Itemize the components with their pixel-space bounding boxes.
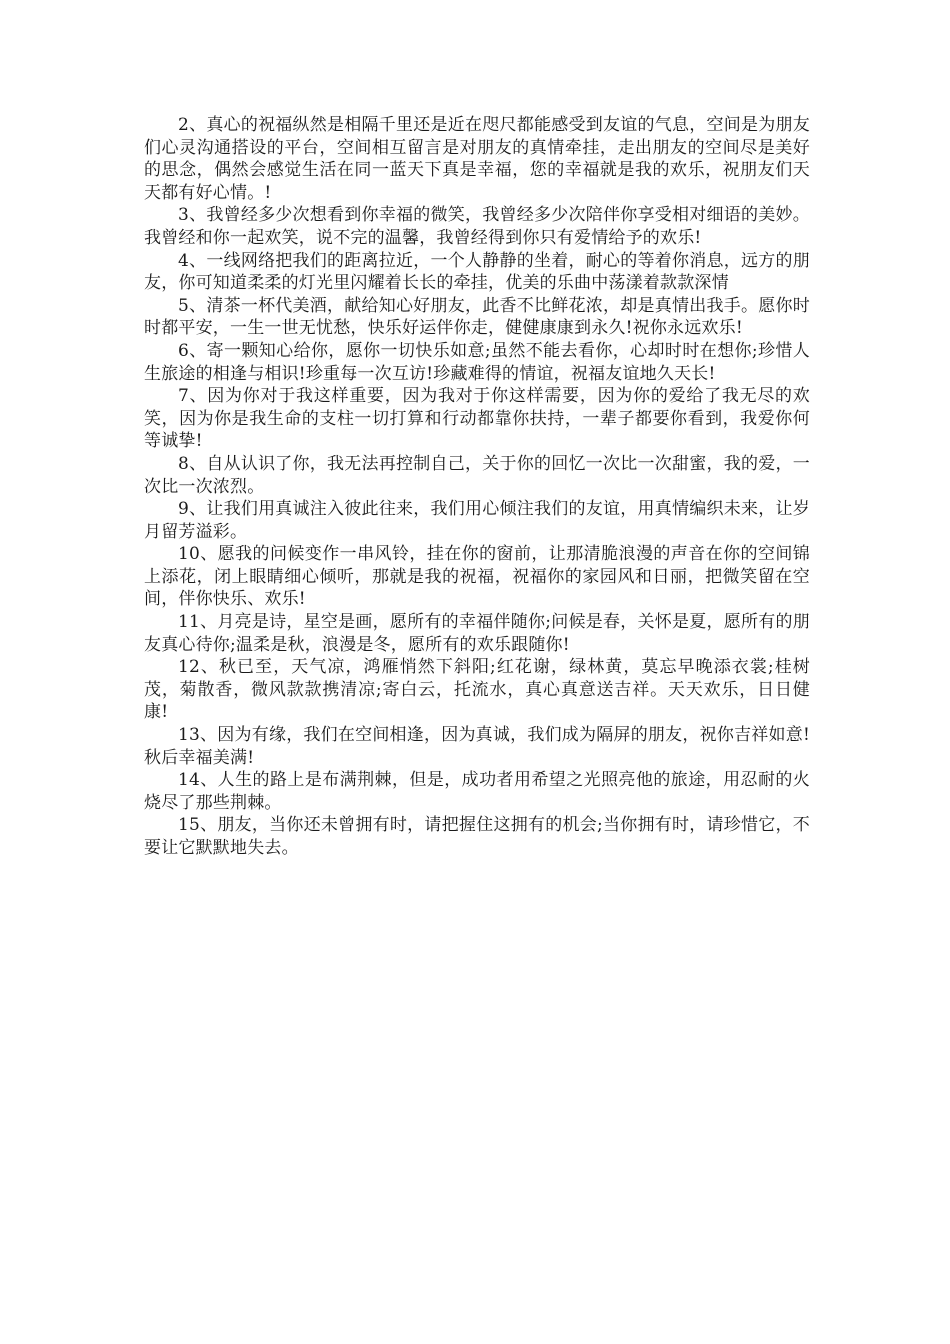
paragraph-9: 9、让我们用真诚注入彼此往来，我们用心倾注我们的友谊，用真情编织未来，让岁月留芳溢彩。	[144, 499, 810, 542]
paragraph-12: 12、秋已至，天气凉，鸿雁悄然下斜阳;红花谢，绿林黄，莫忘早晚添衣裳;桂树茂，菊散香，微风款款携清凉;寄白云，托流水，真心真意送吉祥。天天欢乐，日日健康!	[144, 657, 810, 723]
paragraph-5: 5、清茶一杯代美酒，献给知心好朋友，此香不比鲜花浓，却是真情出我手。愿你时时都平安，一生一世无忧愁，快乐好运伴你走，健健康康到永久!祝你永远欢乐!	[144, 295, 810, 339]
paragraph-3: 3、我曾经多少次想看到你幸福的微笑，我曾经多少次陪伴你享受相对细语的美妙。我曾经和你一起欢笑，说不完的温馨，我曾经得到你只有爱情给予的欢乐!	[144, 205, 810, 248]
paragraph-2: 2、真心的祝福纵然是相隔千里还是近在咫尺都能感受到友谊的气息，空间是为朋友们心灵沟通搭设的平台，空间相互留言是对朋友的真情牵挂，走出朋友的空间尽是美好的思念，偶然会感觉生活在同一蓝天下真是幸福，您的幸福就是我的欢乐，祝朋友们天天都有好心情。!	[144, 115, 810, 203]
paragraph-11: 11、月亮是诗，星空是画，愿所有的幸福伴随你;问候是春，关怀是夏，愿所有的朋友真心待你;温柔是秋，浪漫是冬，愿所有的欢乐跟随你!	[144, 612, 810, 655]
paragraph-15: 15、朋友，当你还未曾拥有时，请把握住这拥有的机会;当你拥有时，请珍惜它，不要让它默默地失去。	[144, 815, 810, 858]
paragraph-10: 10、愿我的问候变作一串风铃，挂在你的窗前，让那清脆浪漫的声音在你的空间锦上添花，闭上眼睛细心倾听，那就是我的祝福，祝福你的家园风和日丽，把微笑留在空间，伴你快乐、欢乐!	[144, 544, 810, 610]
document-page	[144, 114, 810, 860]
paragraph-4: 4、一线网络把我们的距离拉近，一个人静静的坐着，耐心的等着你消息，远方的朋友，你可知道柔柔的灯光里闪耀着长长的牵挂，优美的乐曲中荡漾着款款深情	[144, 250, 810, 294]
paragraph-7: 7、因为你对于我这样重要，因为我对于你这样需要，因为你的爱给了我无尽的欢笑，因为你是我生命的支柱一切打算和行动都靠你扶持，一辈子都要你看到，我爱你何等诚挚!	[144, 386, 810, 452]
paragraph-13: 13、因为有缘，我们在空间相逢，因为真诚，我们成为隔屏的朋友，祝你吉祥如意!秋后幸福美满!	[144, 725, 810, 768]
paragraph-6: 6、寄一颗知心给你，愿你一切快乐如意;虽然不能去看你，心却时时在想你;珍惜人生旅途的相逢与相识!珍重每一次互访!珍藏难得的情谊，祝福友谊地久天长!	[144, 340, 810, 384]
paragraph-14: 14、人生的路上是布满荆棘，但是，成功者用希望之光照亮他的旅途，用忍耐的火烧尽了那些荆棘。	[144, 770, 810, 813]
paragraph-8: 8、自从认识了你，我无法再控制自己，关于你的回忆一次比一次甜蜜，我的爱，一次比一次浓烈。	[144, 453, 810, 497]
